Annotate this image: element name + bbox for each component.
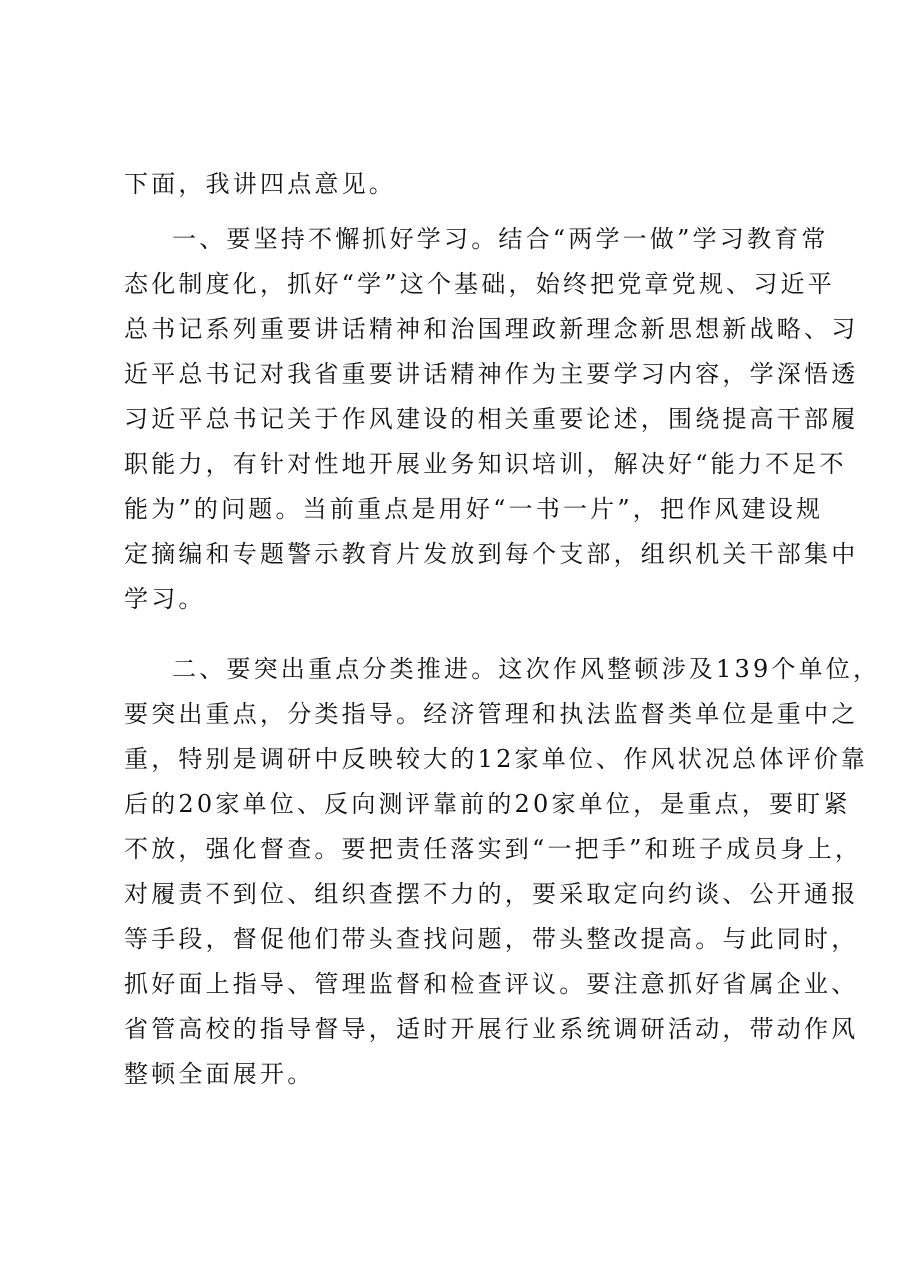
text-line-15: 不放，强化督查。要把责任落实到“一把手”和班子成员身上，: [124, 835, 863, 863]
text-line-4: 总书记系列重要讲话精神和治国理政新理念新思想新战略、习: [124, 315, 859, 343]
text-line-9: 定摘编和专题警示教育片发放到每个支部，组织机关干部集中: [124, 540, 859, 568]
text-line-16: 对履责不到位、组织查摆不力的，要采取定向约谈、公开通报: [124, 880, 859, 908]
text-line-14: 后的20家单位、反向测评靠前的20家单位，是重点，要盯紧: [124, 790, 851, 818]
text-line-6: 习近平总书记关于作风建设的相关重要论述，围绕提高干部履: [124, 405, 859, 433]
text-line-10: 学习。: [124, 585, 206, 613]
text-line-13: 重，特别是调研中反映较大的12家单位、作风状况总体评价靠: [124, 745, 869, 773]
text-line-19: 省管高校的指导督导，适时开展行业系统调研活动，带动作风: [124, 1015, 859, 1043]
text-line-1: 下面，我讲四点意见。: [124, 170, 396, 198]
text-line-3: 态化制度化，抓好“学”这个基础，始终把党章党规、习近平: [124, 270, 835, 298]
text-line-20: 整顿全面展开。: [124, 1060, 315, 1088]
text-line-5: 近平总书记对我省重要讲话精神作为主要学习内容，学深悟透: [124, 360, 859, 388]
text-line-7: 职能力，有针对性地开展业务知识培训，解决好“能力不足不: [124, 450, 847, 478]
text-line-12: 要突出重点，分类指导。经济管理和执法监督类单位是重中之: [124, 700, 859, 728]
text-line-11: 二、要突出重点分类推进。这次作风整顿涉及139个单位，: [172, 655, 881, 683]
text-line-17: 等手段，督促他们带头查找问题，带头整改提高。与此同时，: [124, 925, 859, 953]
text-line-8: 能为”的问题。当前重点是用好“一书一片”，把作风建设规: [124, 495, 824, 523]
text-line-18: 抓好面上指导、管理监督和检查评议。要注意抓好省属企业、: [124, 970, 859, 998]
text-line-2: 一、要坚持不懈抓好学习。结合“两学一做”学习教育常: [172, 225, 829, 253]
